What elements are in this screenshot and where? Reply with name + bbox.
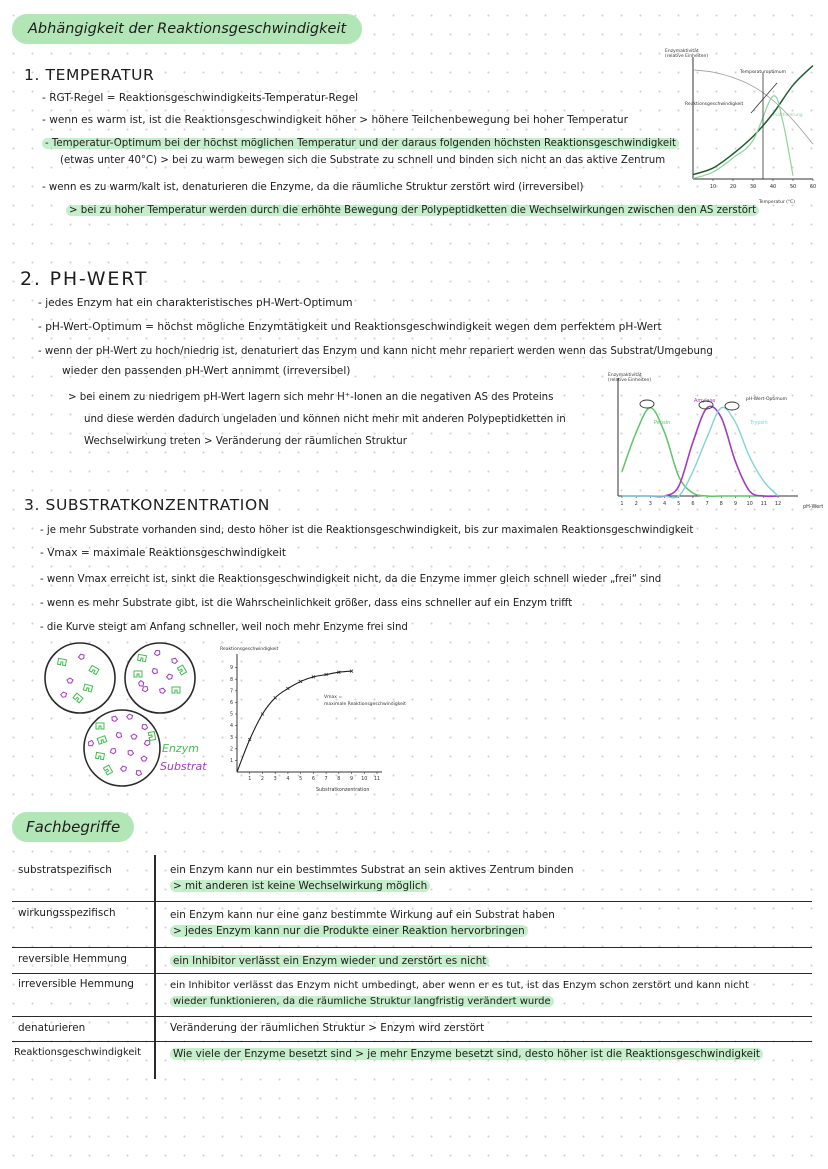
sub-xtick-label: 8	[337, 777, 341, 782]
substrat-line-5: - die Kurve steigt am Anfang schneller, weil noch mehr Enzyme frei sind	[40, 622, 408, 633]
substrate-chart	[212, 642, 422, 797]
ph-tick-label: 8	[719, 501, 723, 507]
substrat-line-3: - wenn Vmax erreicht ist, sinkt die Reaktionsgeschwindigkeit nicht, da die Enzyme immer gleich schnell wieder „frei“ sind	[40, 574, 662, 585]
sub-ylabel: Reaktionsgeschwindigkeit	[220, 647, 279, 652]
section-heading-temperatur: 1. TEMPERATUR	[24, 66, 155, 84]
ph-chart	[598, 368, 823, 513]
ph-tick-label: 5	[677, 501, 681, 507]
ph-ylabel-2: (relative Einheiten)	[608, 378, 652, 383]
temp-tick-label: 10	[709, 184, 717, 190]
ph-line-4: wieder den passenden pH-Wert annimmt (irreversibel)	[62, 365, 351, 377]
sub-xlabel: Substratkonzentration	[316, 788, 370, 793]
ph-xlabel: pH-Wert	[803, 504, 823, 510]
ph-label-amylase: Amylase	[694, 398, 716, 404]
sub-xtick-label: 2	[260, 777, 264, 782]
ph-tick-label: 11	[760, 501, 768, 507]
glossary-rule-2	[12, 947, 812, 948]
sub-annotation-1: Vmax =	[324, 695, 343, 700]
glossary-heading: Fachbegriffe	[12, 812, 134, 842]
legend-substrat: Substrat	[160, 760, 207, 773]
temperature-chart	[655, 45, 820, 210]
glossary-def-6: Wie viele der Enzyme besetzt sind > je mehr Enzyme besetzt sind, desto höher ist die Reaktionsgeschwindigkeit	[170, 1046, 763, 1062]
temperatur-line-3: - Temperatur-Optimum bei der höchst möglichen Temperatur und der daraus folgenden höchsten Reaktionsgeschwindigkeit	[42, 136, 679, 151]
temp-label-optimum: Temperaturoptimum	[740, 70, 786, 75]
ph-line-6: und diese werden dadurch ungeladen und können nicht mehr mit anderen Polypeptidketten in	[84, 414, 566, 425]
ph-tick-label: 4	[662, 501, 667, 507]
section-heading-ph: 2. PH-WERT	[20, 268, 149, 290]
substrat-line-4: - wenn es mehr Substrate gibt, ist die Wahrscheinlichkeit größer, dass eins schneller auf ein Enzym trifft	[40, 598, 573, 609]
temperatur-line-1: - RGT-Regel = Reaktionsgeschwindigkeits-Temperatur-Regel	[42, 92, 359, 104]
ph-tick-label: 9	[733, 501, 738, 507]
ph-tick-label: 10	[746, 501, 753, 507]
temp-light-curve	[693, 96, 793, 179]
glossary-def-4: ein Inhibitor verlässt das Enzym nicht umbedingt, aber wenn er es tut, ist das Enzym schon zerstört und kann nicht wieder funktionieren, da die räumliche Struktur langfristig verändert wurde	[170, 980, 749, 1007]
glossary-term-1: substratspezifisch	[18, 864, 112, 876]
temperatur-line-5: - wenn es zu warm/kalt ist, denaturieren die Enzyme, da die räumliche Struktur zerstört wird (irreversibel)	[42, 182, 584, 193]
ph-line-2: - pH-Wert-Optimum = höchst mögliche Enzymtätigkeit und Reaktionsgeschwindigkeit wegen dem perfektem pH-Wert	[38, 321, 662, 333]
glossary-term-6: Reaktionsgeschwindigkeit	[14, 1047, 141, 1058]
sub-ytick-label: 5	[229, 712, 233, 718]
sub-ytick-label: 1	[229, 759, 233, 764]
sub-ytick-label: 8	[229, 677, 233, 683]
ph-label-pepsin: Pepsin	[654, 420, 671, 426]
sub-ytick-label: 7	[229, 689, 233, 695]
circle-high-substrate	[84, 710, 160, 786]
glossary-rule-3	[12, 973, 812, 974]
temp-tick-label: 20	[729, 184, 737, 190]
ph-ylabel-1: Enzymaktivität	[608, 373, 642, 378]
ph-line-5: > bei einem zu niedrigem pH-Wert lagern sich mehr H⁺-Ionen an die negativen AS des Proteins	[68, 392, 554, 403]
glossary-def-2: ein Enzym kann nur eine ganz bestimmte Wirkung auf ein Substrat haben > jedes Enzym kann nur die Produkte einer Reaktion hervorbringen	[170, 909, 555, 937]
substrat-line-2: - Vmax = maximale Reaktionsgeschwindigkeit	[40, 547, 287, 559]
glossary-term-2: wirkungsspezifisch	[18, 907, 116, 919]
ph-tick-label: 1	[620, 501, 624, 507]
temp-green-curve	[693, 66, 813, 175]
legend-enzym: Enzym	[162, 742, 199, 755]
sub-ytick-label: 3	[229, 735, 233, 741]
ph-tick-label: 7	[705, 501, 709, 507]
page-title: Abhängigkeit der Reaktionsgeschwindigkeit	[12, 14, 362, 44]
ph-opt-marker-pepsin	[640, 400, 654, 408]
substrat-line-1: - je mehr Substrate vorhanden sind, desto höher ist die Reaktionsgeschwindigkeit, bis zur maximalen Reaktionsgeschwindigkeit	[40, 525, 694, 536]
sub-xtick-label: 9	[350, 777, 354, 782]
temp-ylabel-2: (relative Einheiten)	[665, 54, 709, 59]
glossary-rule-4	[12, 1016, 812, 1017]
sub-xtick-label: 7	[324, 777, 328, 782]
ph-tick-label: 2	[634, 501, 638, 507]
ph-tick-label: 12	[774, 501, 782, 507]
ph-tick-label: 6	[691, 501, 695, 507]
circle-low-substrate	[45, 643, 115, 713]
temp-tick-label: 60	[809, 184, 817, 190]
glossary-term-5: denaturieren	[18, 1022, 86, 1034]
ph-line-7: Wechselwirkung treten > Veränderung der räumlichen Struktur	[84, 436, 407, 447]
glossary-term-4: irreversible Hemmung	[18, 978, 134, 990]
glossary-def-5: Veränderung der räumlichen Struktur > Enzym wird zerstört	[170, 1022, 485, 1034]
sub-point	[274, 696, 277, 699]
temperatur-line-6: > bei zu hoher Temperatur werden durch die erhöhte Bewegung der Polypeptidketten die Wechselwirkungen zwischen den AS zerstört	[66, 203, 759, 218]
sub-xtick-label: 11	[373, 777, 381, 782]
temperatur-line-4: (etwas unter 40°C) > bei zu warm bewegen sich die Substrate zu schnell und binden sich nicht an das aktive Zentrum	[60, 155, 666, 166]
ph-line-3: - wenn der pH-Wert zu hoch/niedrig ist, denaturiert das Enzym und kann nicht mehr repariert werden wenn das Substrat/Umgebung	[38, 346, 713, 357]
sub-ytick-label: 6	[229, 701, 233, 706]
temp-gray-curve	[693, 70, 813, 144]
temperatur-line-2: - wenn es warm ist, ist die Reaktionsgeschwindigkeit höher > höhere Teilchenbewegung bei hoher Temperatur	[42, 114, 628, 126]
temp-tick-label: 30	[749, 184, 757, 190]
temp-label-denat: Inaktivierung	[773, 113, 803, 118]
temp-ylabel-1: Enzymaktivität	[665, 49, 699, 54]
temp-tick-label: 40	[769, 184, 777, 190]
ph-line-1: - jedes Enzym hat ein charakteristisches pH-Wert-Optimum	[38, 297, 353, 309]
sub-annotation-2: maximale Reaktionsgeschwindigkeit	[324, 702, 406, 707]
glossary-rule-1	[12, 901, 812, 902]
sub-xtick-label: 6	[311, 777, 315, 782]
sub-xtick-label: 1	[248, 777, 252, 782]
sub-xtick-label: 3	[273, 777, 277, 782]
temp-xlabel: Temperatur (°C)	[758, 200, 795, 205]
sub-ytick-label: 9	[229, 666, 233, 672]
sub-curve	[237, 671, 352, 772]
glossary-def-1: ein Enzym kann nur ein bestimmtes Substrat an sein aktives Zentrum binden > mit anderen ist keine Wechselwirkung möglich	[170, 864, 574, 892]
temp-tick-label: 50	[789, 184, 797, 190]
sub-ytick-label: 2	[229, 747, 233, 753]
ph-label-opt: pH-Wert-Optimum	[746, 397, 788, 402]
ph-tick-label: 3	[648, 501, 652, 507]
glossary-def-3: ein Inhibitor verlässt ein Enzym wieder und zerstört es nicht	[170, 953, 489, 969]
glossary-term-3: reversible Hemmung	[18, 953, 127, 965]
glossary-rule-5	[12, 1041, 812, 1042]
temp-label-rg: Reaktionsgeschwindigkeit	[685, 102, 744, 107]
sub-ytick-label: 4	[229, 724, 233, 730]
section-heading-substrat: 3. SUBSTRATKONZENTRATION	[24, 496, 270, 514]
sub-xtick-label: 5	[299, 777, 303, 782]
circle-medium-substrate	[125, 643, 195, 713]
sub-xtick-label: 4	[286, 777, 290, 782]
ph-label-trypsin: Trypsin	[750, 420, 768, 426]
glossary-divider-vertical	[154, 855, 156, 1079]
ph-opt-marker-trypsin	[725, 402, 739, 410]
sub-xtick-label: 10	[361, 777, 368, 782]
